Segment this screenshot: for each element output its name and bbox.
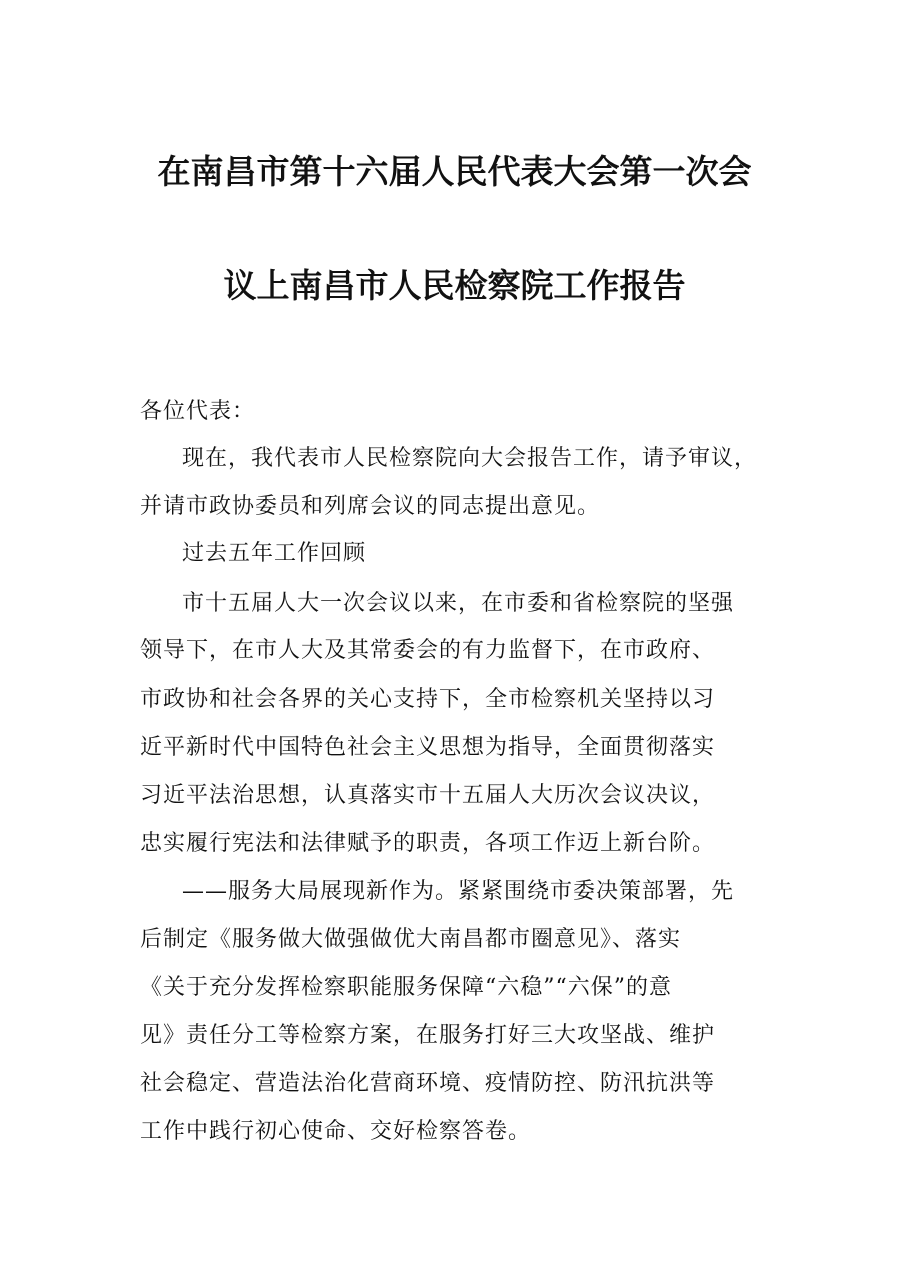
body-line: 见》责任分工等检察方案，在服务打好三大攻坚战、维护	[140, 1023, 716, 1048]
body-line: 后制定《服务做大做强做优大南昌都市圈意见》、落实	[140, 927, 682, 952]
body-line: 现在，我代表市人民检察院向大会报告工作，请予审议，	[182, 446, 758, 471]
body-line: 习近平法治思想，认真落实市十五届人大历次会议决议，	[140, 783, 716, 808]
body-line: 忠实履行宪法和法律赋予的职责，各项工作迈上新台阶。	[140, 831, 716, 856]
body-line: 市十五届人大一次会议以来，在市委和省检察院的坚强	[182, 591, 735, 616]
salutation: 各位代表：	[140, 399, 256, 424]
report-title-line-2: 议上南昌市人民检察院工作报告	[223, 266, 686, 305]
body-line: 并请市政协委员和列席会议的同志提出意见。	[140, 494, 601, 519]
body-line: 近平新时代中国特色社会主义思想为指导，全面贯彻落实	[140, 735, 716, 760]
report-title-line-1: 在南昌市第十六届人民代表大会第一次会	[157, 152, 752, 191]
body-line: ——服务大局展现新作为。紧紧围绕市委决策部署，先	[182, 879, 735, 904]
body-line: 《关于充分发挥检察职能服务保障“六稳”“六保”的意	[140, 975, 672, 1000]
body-line: 工作中践行初心使命、交好检察答卷。	[140, 1119, 532, 1144]
body-line: 市政协和社会各界的关心支持下，全市检察机关坚持以习	[140, 687, 716, 712]
body-line: 社会稳定、营造法治化营商环境、疫情防控、防汛抗洪等	[140, 1071, 716, 1096]
section-heading: 过去五年工作回顾	[182, 541, 367, 566]
body-line: 领导下，在市人大及其常委会的有力监督下，在市政府、	[140, 638, 716, 663]
